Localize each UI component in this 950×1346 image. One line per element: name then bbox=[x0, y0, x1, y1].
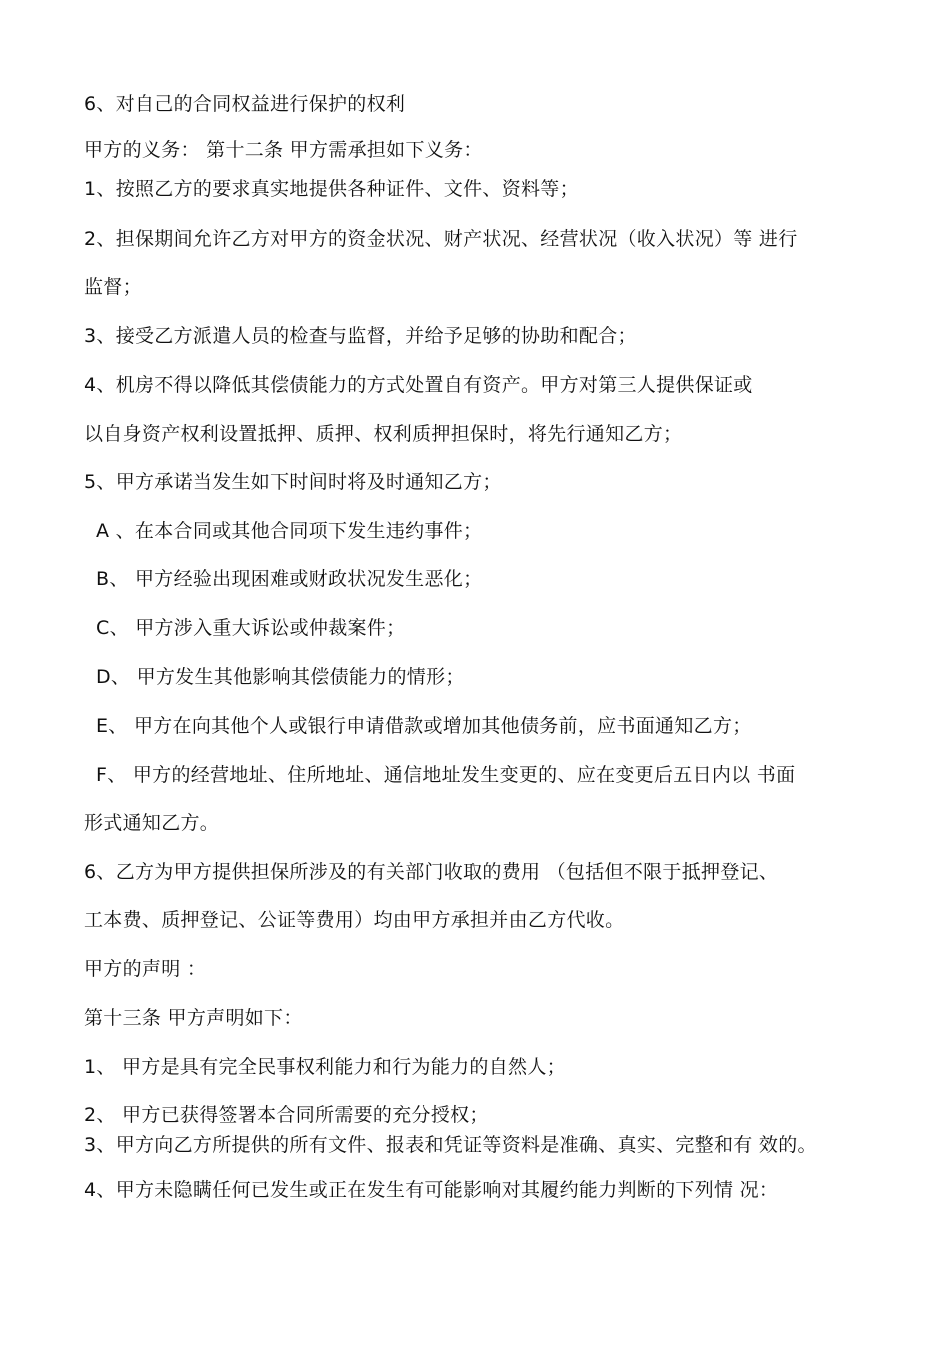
list-item: A 、在本合同或其他合同项下发生违约事件； bbox=[96, 520, 483, 542]
text-line: 4、机房不得以降低其偿债能力的方式处置自有资产。甲方对第三人提供保证或 bbox=[84, 374, 753, 396]
text-line: 2、 甲方已获得签署本合同所需要的充分授权； bbox=[84, 1104, 489, 1126]
text-line: 以自身资产权利设置抵押、质押、权利质押担保时，将先行通知乙方； bbox=[84, 423, 683, 445]
list-item: D、 甲方发生其他影响其偿债能力的情形； bbox=[96, 666, 465, 688]
article-heading: 第十三条 甲方声明如下： bbox=[84, 1007, 303, 1029]
text-line: 形式通知乙方。 bbox=[84, 812, 220, 834]
text-line: 4、甲方未隐瞒任何已发生或正在发生有可能影响对其履约能力判断的下列情 况： bbox=[84, 1179, 779, 1201]
text-line: 1、 甲方是具有完全民事权利能力和行为能力的自然人； bbox=[84, 1056, 566, 1078]
list-item: F、 甲方的经营地址、住所地址、通信地址发生变更的、应在变更后五日内以 书面 bbox=[96, 764, 796, 786]
list-item: E、 甲方在向其他个人或银行申请借款或增加其他债务前，应书面通知乙方； bbox=[96, 715, 752, 737]
list-item: C、 甲方涉入重大诉讼或仲裁案件； bbox=[96, 617, 406, 639]
text-line: 监督； bbox=[84, 276, 142, 298]
text-line: 5、甲方承诺当发生如下时间时将及时通知乙方； bbox=[84, 471, 502, 493]
section-heading: 甲方的声明 ： bbox=[84, 958, 207, 980]
text-line: 1、按照乙方的要求真实地提供各种证件、文件、资料等； bbox=[84, 178, 579, 200]
text-line: 甲方的义务： 第十二条 甲方需承担如下义务： bbox=[84, 139, 483, 161]
list-item: B、 甲方经验出现困难或财政状况发生恶化； bbox=[96, 568, 483, 590]
text-line: 工本费、质押登记、公证等费用）均由甲方承担并由乙方代收。 bbox=[84, 909, 625, 931]
text-line: 3、接受乙方派遣人员的检查与监督，并给予足够的协助和配合； bbox=[84, 325, 637, 347]
text-line: 2、担保期间允许乙方对甲方的资金状况、财产状况、经营状况（收入状况）等 进行 bbox=[84, 228, 798, 250]
text-line: 6、乙方为甲方提供担保所涉及的有关部门收取的费用 （包括但不限于抵押登记、 bbox=[84, 861, 779, 883]
text-line: 6、对自己的合同权益进行保护的权利 bbox=[84, 93, 406, 115]
text-line: 3、甲方向乙方所提供的所有文件、报表和凭证等资料是准确、真实、完整和有 效的。 bbox=[84, 1134, 817, 1156]
